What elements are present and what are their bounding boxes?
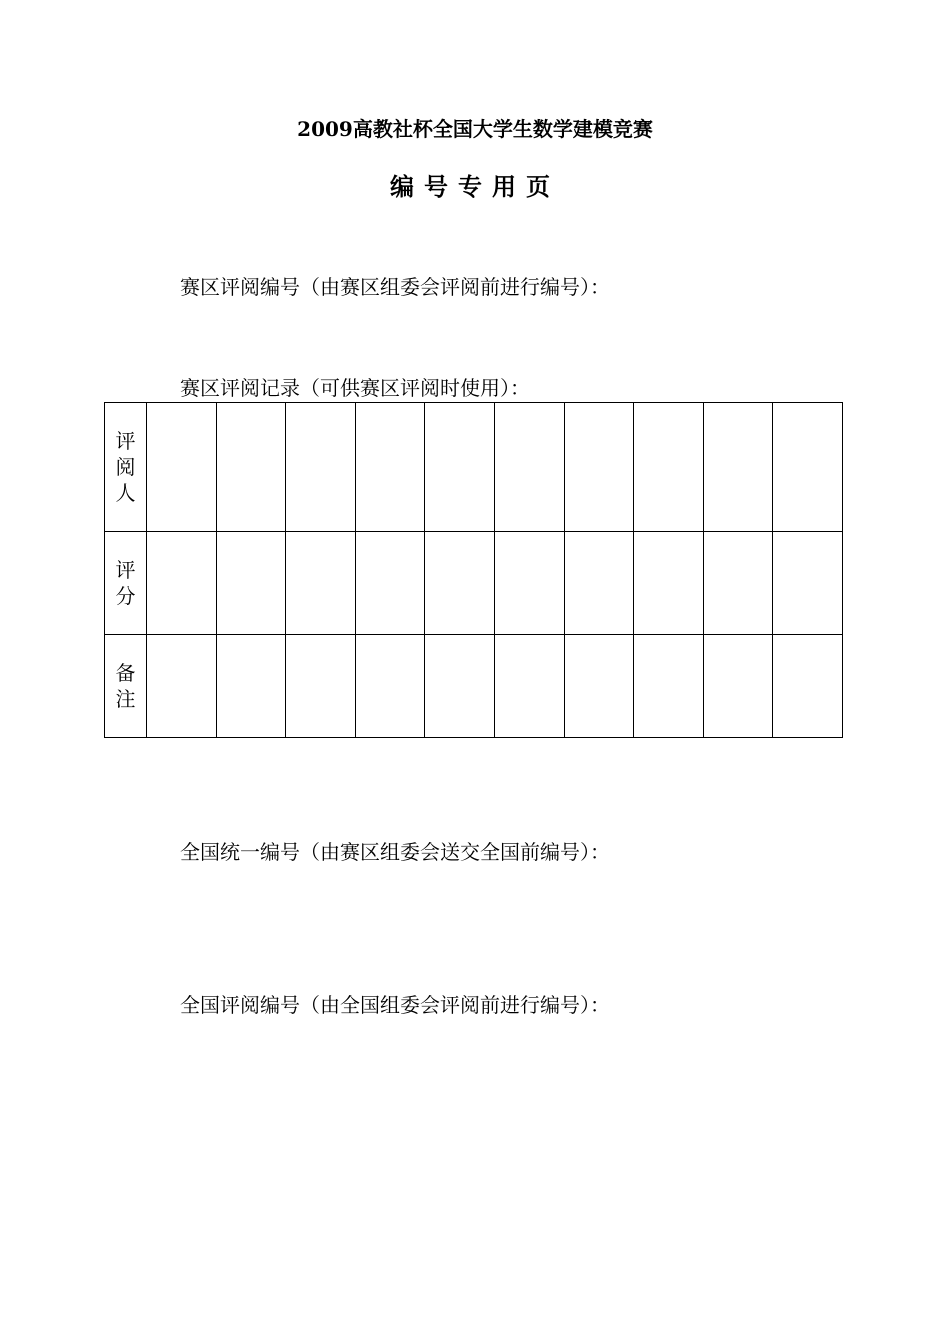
table-cell[interactable]	[216, 403, 286, 532]
row-label-text: 评阅人	[115, 429, 136, 505]
row-label-text: 评分	[115, 558, 136, 608]
table-cell[interactable]	[634, 635, 704, 738]
table-cell[interactable]	[564, 532, 634, 635]
table-cell[interactable]	[147, 403, 217, 532]
review-record-table	[104, 402, 843, 738]
row-label-score	[105, 532, 147, 635]
table-cell[interactable]	[216, 635, 286, 738]
row-label-notes	[105, 635, 147, 738]
national-unified-number-label: 全国统一编号（由赛区组委会送交全国前编号）：	[180, 840, 610, 864]
table-row-score	[105, 532, 843, 635]
row-label-text: 备注	[115, 661, 136, 711]
table-cell[interactable]	[425, 403, 495, 532]
table-cell[interactable]	[286, 635, 356, 738]
table-row-reviewer	[105, 403, 843, 532]
table-cell[interactable]	[773, 532, 843, 635]
table-cell[interactable]	[703, 403, 773, 532]
table-cell[interactable]	[564, 403, 634, 532]
table-cell[interactable]	[634, 403, 704, 532]
table-cell[interactable]	[773, 403, 843, 532]
table-cell[interactable]	[286, 403, 356, 532]
region-review-record-label: 赛区评阅记录（可供赛区评阅时使用）：	[180, 376, 530, 400]
document-title: 2009高教社杯全国大学生数学建模竞赛	[297, 117, 653, 141]
document-subtitle: 编号专用页	[390, 172, 560, 201]
table-cell[interactable]	[634, 532, 704, 635]
table-cell[interactable]	[703, 635, 773, 738]
table-row-notes	[105, 635, 843, 738]
table-cell[interactable]	[703, 532, 773, 635]
region-review-number-label: 赛区评阅编号（由赛区组委会评阅前进行编号）：	[180, 275, 610, 299]
table-cell[interactable]	[355, 635, 425, 738]
table-cell[interactable]	[355, 403, 425, 532]
table-cell[interactable]	[355, 532, 425, 635]
table-cell[interactable]	[425, 635, 495, 738]
table-cell[interactable]	[494, 403, 564, 532]
table-cell[interactable]	[147, 635, 217, 738]
table-cell[interactable]	[286, 532, 356, 635]
table-cell[interactable]	[494, 635, 564, 738]
table-cell[interactable]	[494, 532, 564, 635]
row-label-reviewer	[105, 403, 147, 532]
table-cell[interactable]	[216, 532, 286, 635]
national-review-number-label: 全国评阅编号（由全国组委会评阅前进行编号）：	[180, 993, 610, 1017]
table-cell[interactable]	[564, 635, 634, 738]
table-cell[interactable]	[147, 532, 217, 635]
table-cell[interactable]	[773, 635, 843, 738]
table-cell[interactable]	[425, 532, 495, 635]
